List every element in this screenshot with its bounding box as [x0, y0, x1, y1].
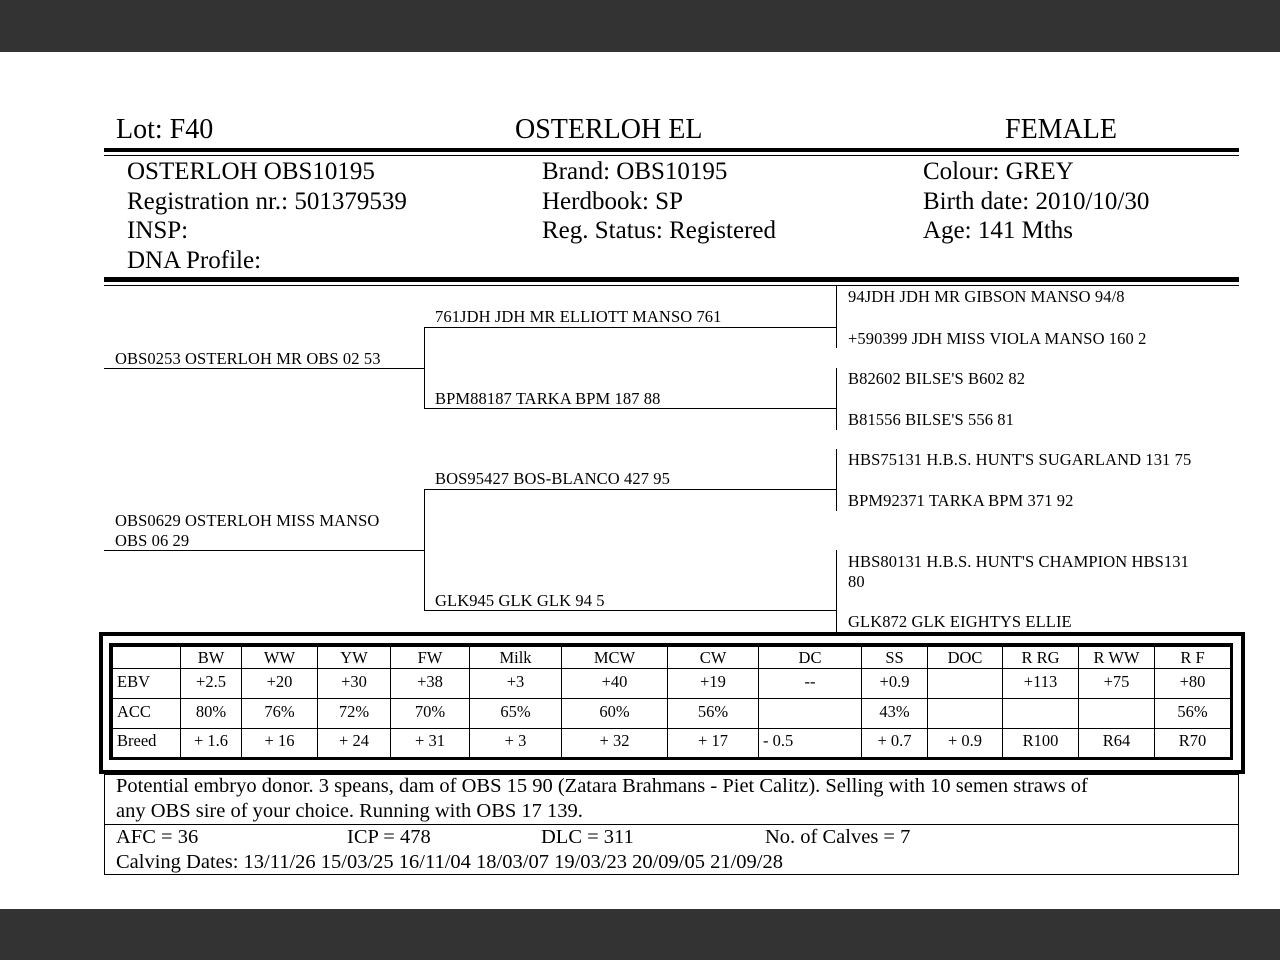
colour: Colour: GREY	[923, 158, 1074, 185]
ebv-cell: +80	[1155, 669, 1231, 699]
breed-cell: + 0.7	[862, 729, 928, 758]
acc-cell: 60%	[562, 699, 668, 729]
info-rule-thin	[104, 285, 1239, 286]
acc-cell	[1003, 699, 1079, 729]
pedigree-dss: HBS75131 H.B.S. HUNT'S SUGARLAND 131 75	[848, 450, 1192, 469]
ebv-header-cell: Milk	[470, 647, 562, 669]
ebv-header-cell: WW	[242, 647, 318, 669]
acc-row	[113, 699, 1231, 729]
brand: Brand: OBS10195	[542, 158, 728, 185]
animal-id: OSTERLOH OBS10195	[127, 158, 375, 185]
acc-cell	[1079, 699, 1155, 729]
pedigree-dsd: BPM92371 TARKA BPM 371 92	[848, 491, 1074, 510]
breed-cell: + 31	[391, 729, 470, 758]
acc-cell	[928, 699, 1003, 729]
breed-row	[113, 729, 1231, 758]
ebv-header-cell: DC	[759, 647, 862, 669]
ebv-header-cell: MCW	[562, 647, 668, 669]
dd-bracket	[836, 550, 837, 632]
ebv-cell: +0.9	[862, 669, 928, 699]
bottom-letterbox-bar	[0, 909, 1280, 960]
ebv-header-cell: CW	[668, 647, 759, 669]
ebv-row-label: EBV	[113, 669, 181, 699]
acc-cell: 43%	[862, 699, 928, 729]
pedigree-sss: 94JDH JDH MR GIBSON MANSO 94/8	[848, 287, 1125, 306]
ebv-cell	[928, 669, 1003, 699]
breed-cell: - 0.5	[759, 729, 862, 758]
age: Age: 141 Mths	[923, 217, 1073, 244]
calving-dates: Calving Dates: 13/11/26 15/03/25 16/11/04 18/03/07 19/03/23 20/09/05 21/09/28	[116, 851, 784, 873]
ebv-cell: +19	[668, 669, 759, 699]
calves-count: No. of Calves = 7	[765, 826, 911, 848]
animal-title: OSTERLOH EL	[515, 114, 703, 145]
notes-line-1: Potential embryo donor. 3 speans, dam of OBS 15 90 (Zatara Brahmans - Piet Calitz). Selling with 10 semen straws of	[116, 775, 1088, 797]
breed-row-label: Breed	[113, 729, 181, 758]
ebv-table	[112, 646, 1231, 758]
ds-bracket	[836, 449, 837, 511]
breed-cell: + 1.6	[181, 729, 242, 758]
insp-label: INSP:	[127, 217, 189, 244]
pedigree-sire-sire: 761JDH JDH MR ELLIOTT MANSO 761	[435, 307, 722, 326]
pedigree-ddd: GLK872 GLK EIGHTYS ELLIE	[848, 612, 1072, 631]
ebv-cell: +113	[1003, 669, 1079, 699]
sire-bracket	[424, 327, 425, 409]
acc-row-label: ACC	[113, 699, 181, 729]
pedigree-dam-line2: OBS 06 29	[115, 531, 190, 550]
ebv-header-cell: DOC	[928, 647, 1003, 669]
ebv-row	[113, 669, 1231, 699]
ebv-header-cell: FW	[391, 647, 470, 669]
ebv-cell: +20	[242, 669, 318, 699]
ebv-cell: +2.5	[181, 669, 242, 699]
notes-divider	[104, 824, 1239, 825]
top-letterbox-bar	[0, 0, 1280, 52]
dna-profile-label: DNA Profile:	[127, 247, 262, 274]
ebv-header-cell: R RG	[1003, 647, 1079, 669]
breed-cell: + 32	[562, 729, 668, 758]
herdbook: Herdbook: SP	[542, 188, 683, 215]
ebv-cell: --	[759, 669, 862, 699]
ebv-cell: +40	[562, 669, 668, 699]
acc-cell: 56%	[668, 699, 759, 729]
breed-cell: R100	[1003, 729, 1079, 758]
ss-line	[424, 327, 836, 328]
ss-bracket	[836, 286, 837, 348]
ebv-header-cell	[113, 647, 181, 669]
sd-bracket	[836, 368, 837, 430]
pedigree-dam-line1: OBS0629 OSTERLOH MISS MANSO	[115, 511, 380, 530]
header-rule-thick	[104, 148, 1239, 152]
registration-number: Registration nr.: 501379539	[127, 188, 407, 215]
ebv-cell: +38	[391, 669, 470, 699]
ebv-cell: +30	[318, 669, 391, 699]
acc-cell: 80%	[181, 699, 242, 729]
dlc-value: DLC = 311	[541, 826, 634, 848]
pedigree-dam-sire: BOS95427 BOS-BLANCO 427 95	[435, 469, 671, 488]
ebv-header-cell: SS	[862, 647, 928, 669]
notes-line-2: any OBS sire of your choice. Running with OBS 17 139.	[116, 800, 583, 822]
breed-cell: R70	[1155, 729, 1231, 758]
ebv-cell: +75	[1079, 669, 1155, 699]
pedigree-dds-line2: 80	[848, 572, 865, 591]
ebv-cell: +3	[470, 669, 562, 699]
ebv-header-cell: R F	[1155, 647, 1231, 669]
breed-cell: + 0.9	[928, 729, 1003, 758]
info-rule-thick	[104, 277, 1239, 282]
breed-cell: + 16	[242, 729, 318, 758]
breed-cell: R64	[1079, 729, 1155, 758]
header-rule-thin	[104, 155, 1239, 156]
pedigree-sdd: B81556 BILSE'S 556 81	[848, 410, 1014, 429]
icp-value: ICP = 478	[347, 826, 431, 848]
breed-cell: + 3	[470, 729, 562, 758]
pedigree-dam-dam: GLK945 GLK GLK 94 5	[435, 591, 605, 610]
acc-cell: 70%	[391, 699, 470, 729]
birth-date: Birth date: 2010/10/30	[923, 188, 1150, 215]
breed-cell: + 17	[668, 729, 759, 758]
breed-cell: + 24	[318, 729, 391, 758]
pedigree-dds-line1: HBS80131 H.B.S. HUNT'S CHAMPION HBS131	[848, 552, 1189, 571]
acc-cell: 56%	[1155, 699, 1231, 729]
ebv-header-cell: BW	[181, 647, 242, 669]
pedigree-sire: OBS0253 OSTERLOH MR OBS 02 53	[115, 349, 381, 368]
pedigree-ssd: +590399 JDH MISS VIOLA MANSO 160 2	[848, 329, 1147, 348]
pedigree-sds: B82602 BILSE'S B602 82	[848, 369, 1026, 388]
ebv-header-row	[113, 647, 1231, 669]
afc-value: AFC = 36	[116, 826, 199, 848]
acc-cell: 72%	[318, 699, 391, 729]
lot-number: Lot: F40	[116, 114, 214, 145]
sex-label: FEMALE	[1005, 114, 1117, 145]
dam-bracket	[424, 489, 425, 611]
registration-status: Reg. Status: Registered	[542, 217, 776, 244]
ebv-header-cell: YW	[318, 647, 391, 669]
pedigree-sire-dam: BPM88187 TARKA BPM 187 88	[435, 389, 661, 408]
acc-cell: 65%	[470, 699, 562, 729]
ds-line	[424, 489, 836, 490]
acc-cell	[759, 699, 862, 729]
acc-cell: 76%	[242, 699, 318, 729]
ebv-header-cell: R WW	[1079, 647, 1155, 669]
